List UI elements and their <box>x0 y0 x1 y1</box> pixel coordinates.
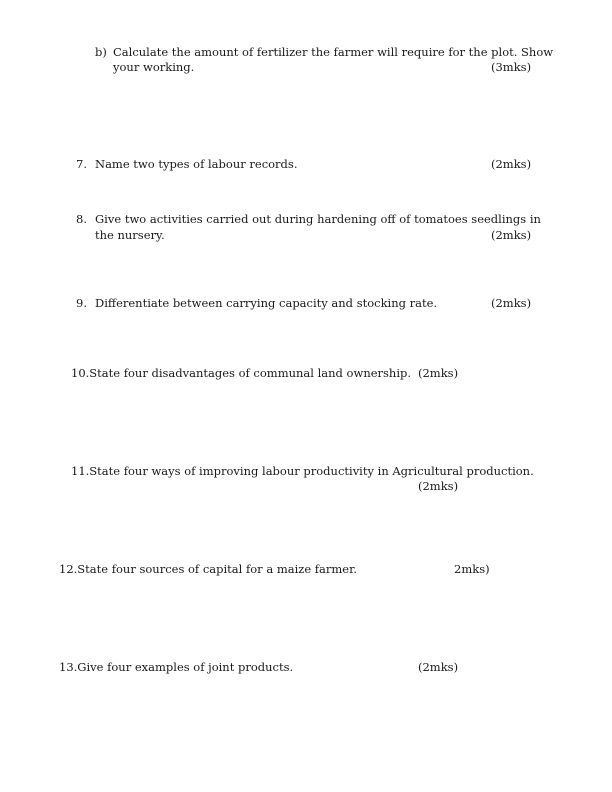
question-13-text: 13.Give four examples of joint products. <box>59 660 294 674</box>
question-7-marks: (2mks) <box>491 157 532 171</box>
question-10-text: 10.State four disadvantages of communal land ownership. <box>71 366 412 380</box>
question-12-text: 12.State four sources of capital for a maize farmer. <box>59 562 357 576</box>
question-8-text-line2: the nursery. <box>95 228 165 242</box>
question-8-text-line1: Give two activities carried out during hardening off of tomatoes seedlings in <box>95 212 541 226</box>
question-13-marks: (2mks) <box>418 660 459 674</box>
question-7-text: Name two types of labour records. <box>95 157 298 171</box>
question-11-text: 11.State four ways of improving labour productivity in Agricultural production. <box>71 464 534 478</box>
question-11-marks: (2mks) <box>418 479 459 493</box>
question-9-text: Differentiate between carrying capacity and stocking rate. <box>95 296 438 310</box>
question-12-marks: 2mks) <box>454 562 490 576</box>
question-10-marks: (2mks) <box>418 366 459 380</box>
question-8-label: 8. <box>76 212 87 226</box>
question-b-marks: (3mks) <box>491 60 532 74</box>
question-b-label: b) <box>95 45 107 59</box>
question-b-text-line2: your working. <box>113 60 195 74</box>
question-9-marks: (2mks) <box>491 296 532 310</box>
question-9-label: 9. <box>76 296 87 310</box>
question-b-text-line1: Calculate the amount of fertilizer the farmer will require for the plot. Show <box>113 45 554 59</box>
question-8-marks: (2mks) <box>491 228 532 242</box>
question-7-label: 7. <box>76 157 87 171</box>
